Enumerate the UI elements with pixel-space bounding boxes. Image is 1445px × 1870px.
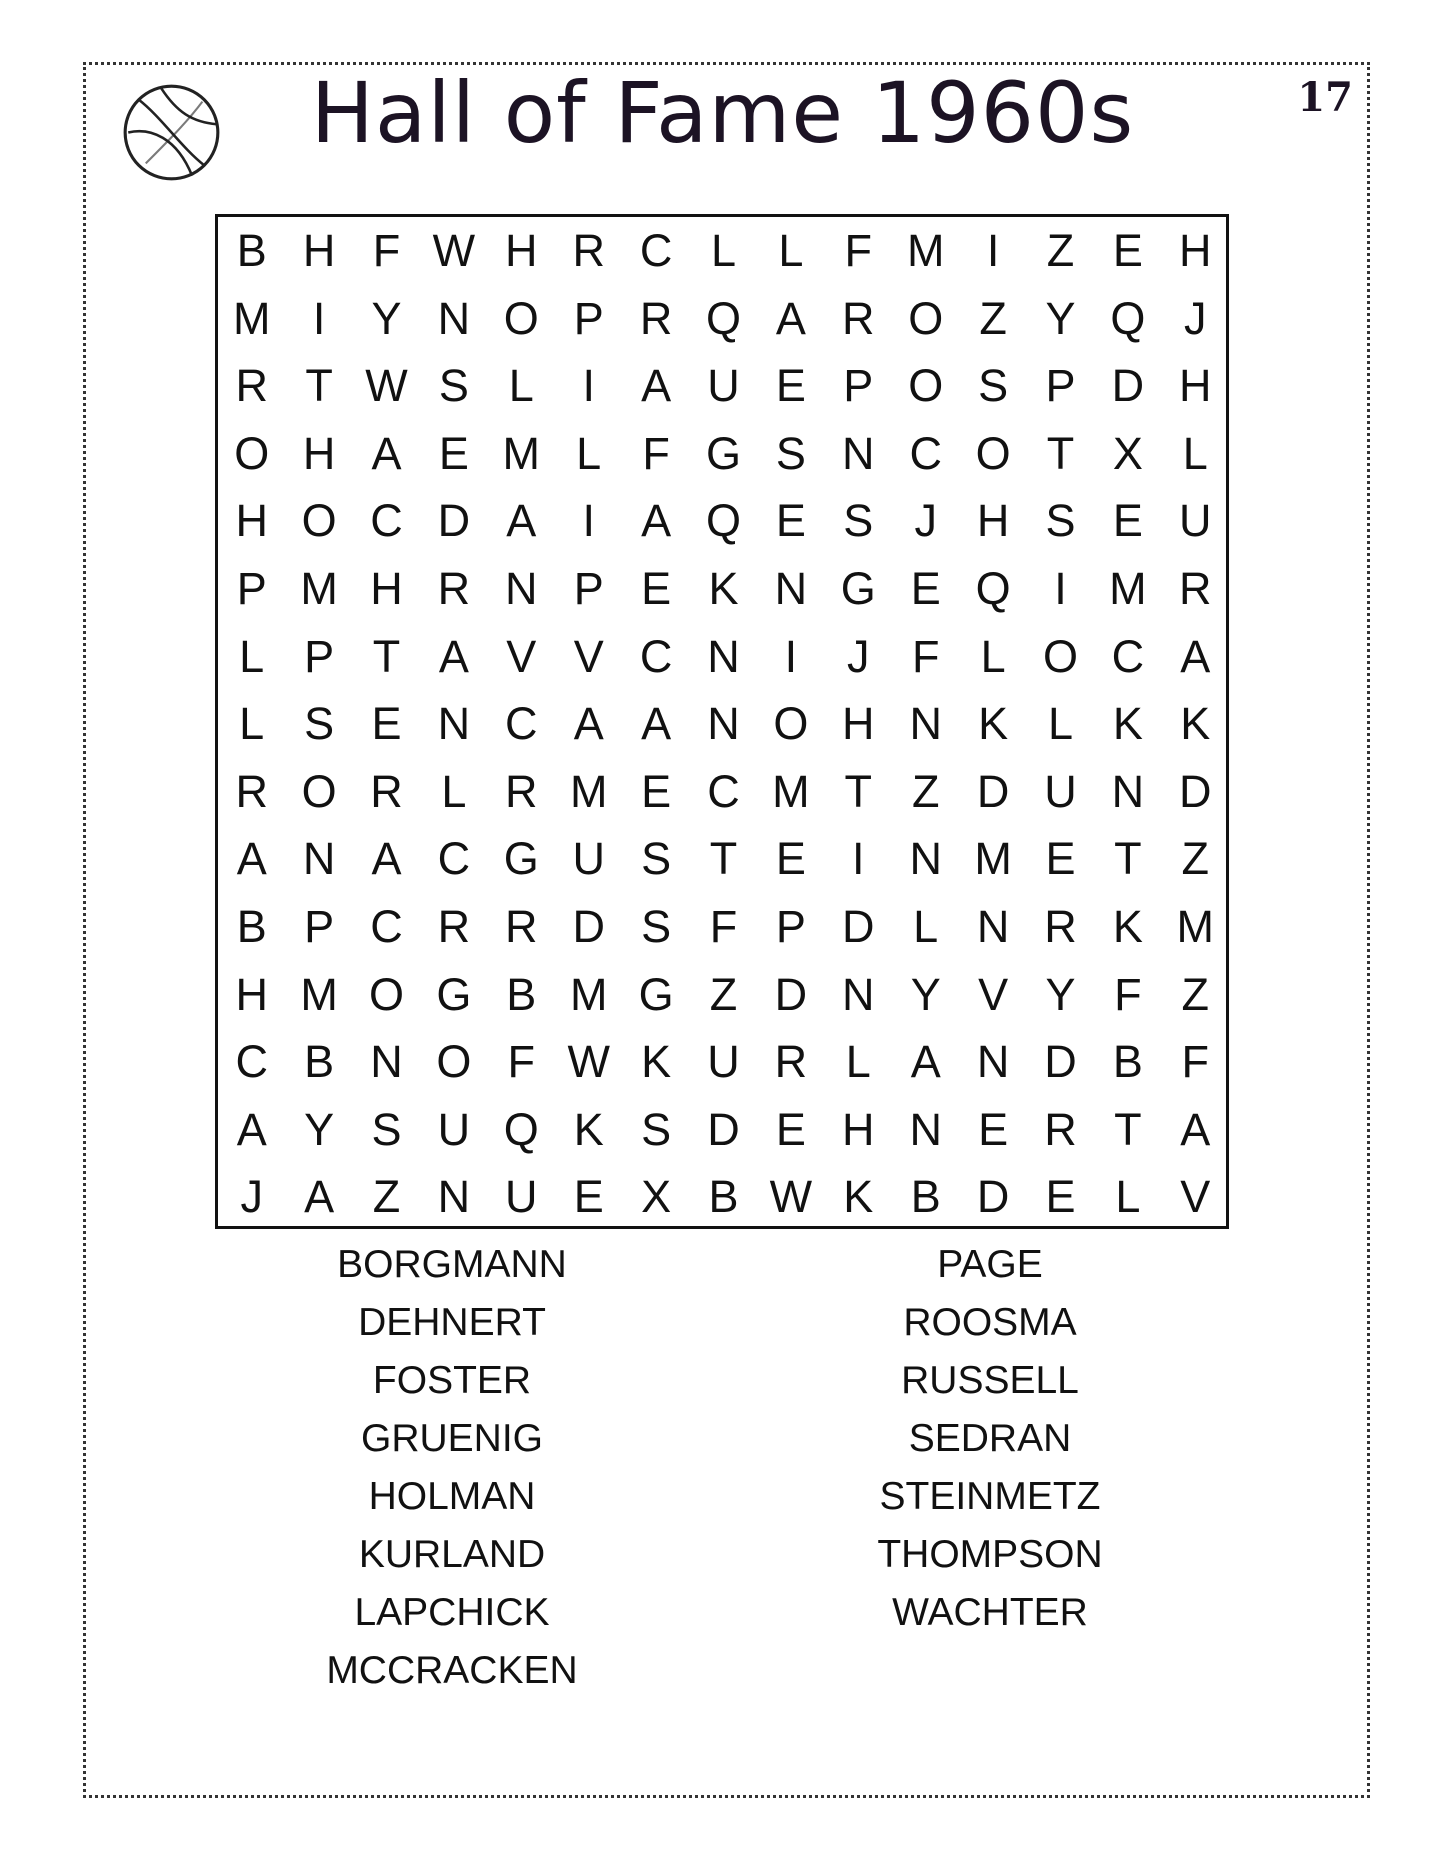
grid-letter: N — [437, 292, 471, 344]
grid-letter: M — [569, 765, 608, 817]
grid-letter: B — [236, 225, 267, 276]
grid-letter: C — [235, 1036, 268, 1088]
grid-letter: S — [843, 495, 874, 547]
grid-letter: B — [910, 1171, 941, 1223]
grid-letter: U — [505, 1171, 538, 1223]
grid-letter: P — [573, 563, 604, 614]
grid-letter: B — [1112, 1036, 1143, 1088]
grid-letter: T — [1046, 427, 1075, 479]
page-number: 17 — [1297, 74, 1353, 121]
grid-letter: I — [582, 360, 595, 412]
grid-letter: U — [1179, 495, 1212, 547]
grid-letter: D — [1179, 765, 1212, 817]
grid-letter: L — [1047, 698, 1073, 750]
grid-letter: A — [371, 427, 402, 479]
grid-letter: A — [641, 495, 672, 547]
word-list-item: GRUENIG — [360, 1417, 543, 1460]
grid-letter: C — [370, 901, 403, 952]
grid-letter: M — [300, 968, 338, 1020]
grid-letter: Q — [705, 292, 741, 344]
grid-letter: V — [573, 630, 604, 682]
grid-letter: R — [1179, 563, 1212, 614]
grid-letter: G — [705, 427, 741, 479]
grid-letter: D — [1111, 360, 1145, 412]
grid-letter: G — [638, 968, 674, 1020]
grid-letter: J — [240, 1171, 263, 1223]
grid-letter: L — [576, 427, 602, 479]
grid-letter: O — [503, 292, 539, 344]
grid-letter: C — [437, 833, 471, 885]
grid-letter: T — [372, 630, 401, 682]
grid-letter: R — [235, 360, 268, 412]
grid-letter: A — [506, 495, 537, 547]
grid-letter: H — [235, 968, 268, 1020]
grid-letter: K — [978, 698, 1009, 750]
grid-letter: E — [1112, 495, 1143, 547]
word-list-item: PAGE — [937, 1243, 1043, 1286]
grid-letter: N — [707, 698, 740, 750]
grid-letter: Y — [1045, 968, 1076, 1020]
grid-letter: L — [441, 765, 467, 817]
grid-letter: A — [910, 1036, 941, 1088]
grid-letter: D — [976, 765, 1010, 817]
grid-letter: E — [910, 563, 941, 614]
grid-letter: K — [708, 563, 739, 614]
grid-letter: O — [301, 765, 337, 817]
page-title: Hall of Fame 1960s — [310, 64, 1135, 162]
grid-letter: N — [505, 563, 538, 614]
grid-letter: D — [437, 495, 471, 547]
grid-row — [218, 555, 1226, 623]
grid-letter: N — [302, 833, 336, 885]
grid-letter: O — [908, 292, 944, 344]
grid-letter: M — [232, 292, 271, 344]
grid-letter: N — [976, 1036, 1010, 1088]
grid-letter: I — [1054, 563, 1067, 614]
grid-letter: M — [1109, 563, 1147, 614]
word-list-item: FOSTER — [372, 1359, 532, 1402]
grid-letter: M — [974, 833, 1012, 885]
grid-letter: N — [437, 698, 471, 750]
grid-letter: W — [432, 225, 476, 276]
grid-letter: L — [239, 698, 265, 750]
grid-letter: J — [914, 495, 937, 547]
grid-letter: R — [1044, 1103, 1077, 1155]
grid-letter: T — [709, 833, 738, 885]
grid-row — [218, 1096, 1226, 1164]
grid-letter: M — [300, 563, 338, 614]
grid-letter: F — [372, 225, 401, 276]
grid-letter: X — [641, 1171, 672, 1223]
word-list-item: KURLAND — [358, 1533, 546, 1576]
grid-letter: U — [437, 1103, 471, 1155]
grid-letter: L — [1115, 1171, 1141, 1223]
grid-letter: E — [978, 1103, 1009, 1155]
grid-letter: I — [852, 833, 865, 885]
grid-letter: N — [842, 968, 875, 1020]
grid-letter: Q — [1110, 292, 1146, 344]
grid-letter: M — [569, 968, 608, 1020]
grid-letter: M — [1176, 901, 1215, 952]
grid-letter: C — [639, 630, 673, 682]
grid-letter: S — [438, 360, 469, 412]
grid-letter: D — [774, 968, 808, 1020]
grid-letter: B — [506, 968, 537, 1020]
grid-letter: T — [844, 765, 873, 817]
grid-letter: O — [436, 1036, 472, 1088]
grid-letter: L — [710, 225, 736, 276]
grid-letter: W — [769, 1171, 813, 1223]
grid-letter: G — [840, 563, 876, 614]
grid-letter: D — [1044, 1036, 1077, 1088]
grid-letter: Z — [1181, 833, 1210, 885]
grid-row — [218, 487, 1226, 555]
grid-letter: Z — [979, 292, 1007, 344]
grid-letter: H — [842, 698, 875, 750]
grid-letter: C — [909, 427, 942, 479]
grid-letter: F — [709, 901, 738, 952]
grid-letter: E — [1112, 225, 1143, 276]
grid-letter: T — [305, 360, 333, 412]
grid-letter: H — [976, 495, 1010, 547]
grid-row — [218, 1028, 1226, 1096]
grid-letter: N — [909, 833, 942, 885]
grid-letter: Y — [371, 292, 402, 344]
grid-letter: P — [843, 360, 874, 412]
grid-letter: L — [239, 630, 265, 682]
grid-letter: Z — [1046, 225, 1075, 276]
word-list-item: LAPCHICK — [354, 1591, 550, 1634]
word-list-item: RUSSELL — [901, 1359, 1079, 1402]
grid-letter: Y — [1045, 292, 1076, 344]
grid-letter: S — [304, 698, 335, 750]
grid-letter: N — [976, 901, 1010, 952]
grid-letter: Q — [503, 1103, 539, 1155]
grid-letter: U — [572, 833, 605, 885]
grid-letter: W — [567, 1036, 610, 1088]
grid-letter: H — [1179, 225, 1212, 276]
grid-letter: N — [707, 630, 740, 682]
grid-letter: L — [778, 225, 804, 276]
grid-letter: N — [1111, 765, 1145, 817]
grid-letter: U — [707, 360, 740, 412]
word-list-item: BORGMANN — [337, 1243, 567, 1286]
grid-letter: R — [505, 765, 538, 817]
grid-letter: K — [843, 1171, 874, 1223]
grid-letter: G — [436, 968, 472, 1020]
grid-letter: F — [1114, 968, 1142, 1020]
grid-letter: O — [301, 495, 337, 547]
grid-letter: O — [975, 427, 1011, 479]
grid-letter: E — [438, 427, 469, 479]
grid-letter: E — [1045, 833, 1076, 885]
word-list-item: WACHTER — [892, 1591, 1088, 1634]
grid-letter: T — [1114, 833, 1142, 885]
grid-letter: S — [641, 901, 672, 952]
grid-letter: Z — [709, 968, 738, 1020]
grid-letter: B — [304, 1036, 335, 1088]
grid-letter: I — [784, 630, 798, 682]
grid-letter: P — [775, 901, 806, 952]
grid-letter: I — [986, 225, 1000, 276]
grid-letter: W — [365, 360, 408, 412]
grid-letter: A — [775, 292, 806, 344]
grid-letter: B — [236, 901, 267, 952]
word-list-right — [730, 1236, 1250, 1642]
grid-letter: R — [1044, 901, 1077, 952]
grid-row — [218, 758, 1226, 826]
word-list-item: THOMPSON — [877, 1533, 1103, 1576]
grid-letter: D — [976, 1171, 1010, 1223]
grid-row — [218, 961, 1226, 1029]
grid-letter: E — [371, 698, 402, 750]
word-list-item: SEDRAN — [908, 1417, 1072, 1460]
grid-letter: R — [370, 765, 403, 817]
grid-letter: P — [304, 630, 335, 682]
grid-letter: R — [572, 225, 605, 276]
letter-grid — [215, 214, 1229, 1229]
grid-letter: Z — [1181, 968, 1210, 1020]
grid-letter: C — [370, 495, 403, 547]
grid-letter: A — [438, 630, 469, 682]
grid-letter: Y — [304, 1103, 335, 1155]
grid-row — [218, 623, 1226, 691]
grid-letter: E — [573, 1171, 604, 1223]
grid-letter: L — [508, 360, 534, 412]
grid-letter: A — [1180, 1103, 1211, 1155]
grid-letter: E — [1045, 1171, 1076, 1223]
grid-letter: D — [842, 901, 875, 952]
grid-letter: F — [507, 1036, 536, 1088]
grid-letter: U — [707, 1036, 740, 1088]
grid-row — [218, 825, 1226, 893]
grid-letter: R — [235, 765, 268, 817]
grid-letter: V — [506, 630, 537, 682]
grid-letter: J — [1184, 292, 1207, 344]
grid-letter: A — [573, 698, 604, 750]
grid-letter: E — [775, 1103, 806, 1155]
grid-letter: C — [505, 698, 538, 750]
grid-letter: I — [312, 292, 326, 344]
grid-letter: L — [980, 630, 1006, 682]
grid-letter: H — [370, 563, 403, 614]
grid-letter: M — [906, 225, 945, 276]
grid-row — [218, 893, 1226, 961]
grid-letter: O — [368, 968, 404, 1020]
grid-letter: H — [1179, 360, 1212, 412]
grid-letter: A — [236, 833, 267, 885]
grid-row — [218, 217, 1226, 285]
grid-letter: L — [913, 901, 939, 952]
grid-letter: N — [909, 1103, 942, 1155]
grid-letter: K — [1112, 698, 1143, 750]
grid-letter: F — [911, 630, 940, 682]
grid-letter: A — [236, 1103, 267, 1155]
grid-letter: L — [1182, 427, 1208, 479]
grid-letter: R — [505, 901, 538, 952]
grid-row — [218, 352, 1226, 420]
word-list-item: HOLMAN — [368, 1475, 536, 1518]
grid-letter: E — [775, 360, 806, 412]
grid-letter: N — [909, 698, 942, 750]
grid-letter: R — [437, 901, 471, 952]
grid-letter: S — [641, 833, 672, 885]
grid-letter: S — [978, 360, 1009, 412]
grid-letter: U — [1044, 765, 1077, 817]
grid-letter: T — [1114, 1103, 1142, 1155]
grid-letter: E — [775, 495, 806, 547]
grid-letter: H — [302, 225, 336, 276]
grid-letter: R — [639, 292, 673, 344]
grid-letter: H — [505, 225, 538, 276]
grid-letter: A — [1180, 630, 1211, 682]
grid-letter: R — [774, 1036, 808, 1088]
word-list-item: DEHNERT — [358, 1301, 546, 1344]
grid-letter: V — [1180, 1171, 1211, 1223]
grid-letter: N — [842, 427, 875, 479]
grid-letter: F — [642, 427, 670, 479]
grid-letter: K — [573, 1103, 604, 1155]
grid-letter: F — [1181, 1036, 1210, 1088]
grid-letter: H — [842, 1103, 875, 1155]
grid-letter: P — [573, 292, 604, 344]
grid-letter: S — [1045, 495, 1076, 547]
grid-row — [218, 690, 1226, 758]
grid-letter: O — [773, 698, 809, 750]
word-list-item: MCCRACKEN — [326, 1649, 578, 1692]
word-list-left — [192, 1236, 712, 1700]
grid-letter: M — [772, 765, 810, 817]
grid-letter: Z — [372, 1171, 401, 1223]
grid-letter: E — [641, 765, 672, 817]
grid-letter: A — [641, 698, 672, 750]
word-list-item: STEINMETZ — [879, 1475, 1101, 1518]
grid-letter: S — [371, 1103, 402, 1155]
grid-row — [218, 420, 1226, 488]
grid-letter: E — [641, 563, 672, 614]
grid-letter: K — [1180, 698, 1211, 750]
grid-letter: C — [707, 765, 740, 817]
word-list-item: ROOSMA — [903, 1301, 1077, 1344]
grid-letter: Q — [975, 563, 1011, 614]
grid-letter: A — [641, 360, 672, 412]
grid-letter: P — [236, 563, 267, 614]
grid-letter: N — [370, 1036, 403, 1088]
grid-letter: Y — [910, 968, 941, 1020]
grid-letter: V — [978, 968, 1009, 1020]
grid-letter: J — [847, 630, 870, 682]
grid-letter: R — [842, 292, 875, 344]
grid-letter: D — [572, 901, 605, 952]
grid-row — [218, 285, 1226, 353]
grid-letter: S — [641, 1103, 672, 1155]
grid-letter: K — [641, 1036, 672, 1088]
grid-letter: A — [371, 833, 402, 885]
grid-letter: C — [1111, 630, 1145, 682]
grid-letter: C — [639, 225, 673, 276]
grid-letter: O — [1042, 630, 1078, 682]
grid-letter: R — [437, 563, 471, 614]
grid-letter: H — [235, 495, 268, 547]
grid-row — [218, 1163, 1226, 1231]
grid-letter: A — [304, 1171, 335, 1223]
grid-letter: I — [582, 495, 595, 547]
grid-letter: D — [707, 1103, 740, 1155]
grid-letter: K — [1112, 901, 1143, 952]
grid-letter: H — [302, 427, 336, 479]
grid-letter: G — [503, 833, 539, 885]
grid-letter: N — [437, 1171, 471, 1223]
grid-letter: M — [502, 427, 541, 479]
grid-letter: X — [1112, 427, 1143, 479]
grid-letter: P — [304, 901, 335, 952]
grid-letter: N — [774, 563, 808, 614]
grid-letter: Q — [705, 495, 741, 547]
grid-letter: P — [1045, 360, 1076, 412]
grid-letter: S — [775, 427, 806, 479]
grid-letter: L — [845, 1036, 871, 1088]
grid-letter: O — [908, 360, 944, 412]
grid-letter: E — [775, 833, 806, 885]
grid-letter: Z — [911, 765, 940, 817]
grid-letter: F — [844, 225, 873, 276]
grid-letter: O — [234, 427, 270, 479]
grid-letter: B — [708, 1171, 739, 1223]
